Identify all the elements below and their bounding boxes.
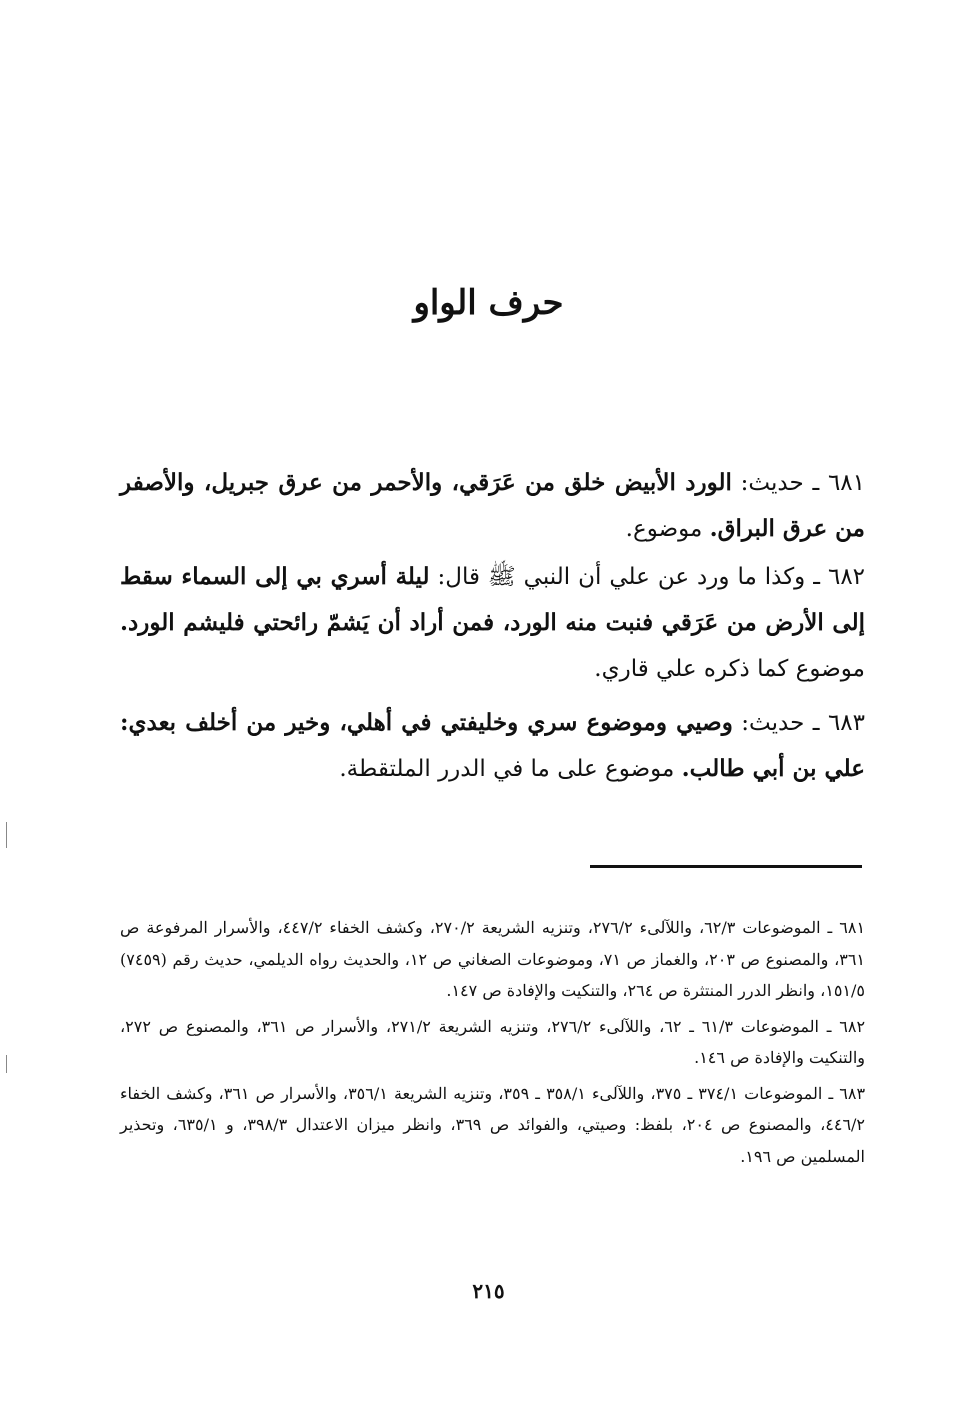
entry-text: ليلة أسري بي إلى السماء سقط إلى الأرض من عَرَقي فنبت منه الورد، فمن أراد أن يَشمّ رائحتي فليشم الورد. (120, 563, 865, 636)
scan-margin-mark (6, 1055, 7, 1073)
entry-verdict: موضوع. (625, 516, 703, 542)
footnote-number: ٦٨٣ ـ (828, 1083, 866, 1103)
entry-verdict: موضوع كما ذكره علي قاري. (594, 656, 865, 682)
footnote-682 (120, 1011, 865, 1074)
chapter-title: حرف الواو (413, 283, 564, 323)
entry-text: الورد الأبيض خلق من عَرَقي، والأحمر من عرق جبريل، والأصفر من عرق البراق. (120, 469, 865, 542)
entry-number: ٦٨٢ ـ (813, 564, 866, 590)
entry-number: ٦٨١ ـ (812, 470, 865, 496)
hadith-entry-683 (120, 700, 865, 792)
footnote-text: الموضوعات ٣٧٤/١ ـ ٣٧٥، واللآلىء ٣٥٨/١ ـ ٣٥٩، وتنزيه الشريعة ٣٥٦/١، والأسرار ص ٣٦١، وكشف الخفاء ٤٤٦/٢، والمصنوع ص ٢٠٤، بلفظ: وصيتي، والفوائد ص ٣٦٩، وانظر ميزان الاعتدال ٣٩٨/٣، و ٦٣٥/١، وتحذير المسلمين ص ١٩٦. (120, 1083, 866, 1166)
entry-number: ٦٨٣ ـ (812, 710, 865, 736)
footnote-683 (120, 1078, 865, 1173)
scan-margin-mark (6, 822, 7, 848)
footnote-text: الموضوعات ٦١/٣ ـ ٦٢، واللآلىء ٢٧٦/٢، وتنزيه الشريعة ٢٧١/٢، والأسرار ص ٣٦١، والمصنوع ص ٢٧٢، والتنكيت والإفادة ص ١٤٦. (120, 1016, 865, 1067)
hadith-entry-681 (120, 460, 865, 552)
footnote-number: ٦٨٢ ـ (826, 1016, 866, 1036)
hadith-entries (120, 460, 865, 794)
entry-lead: حديث: (740, 470, 804, 496)
hadith-entry-682 (120, 554, 865, 692)
entry-lead: وكذا ما ورد عن علي أن النبي ﷺ قال: (437, 564, 806, 590)
entry-text: وصيي وموضوع سري وخليفتي في أهلي، وخير من أخلف بعدي: علي بن أبي طالب. (120, 709, 865, 782)
footnote-681 (120, 912, 865, 1007)
entry-verdict: موضوع على ما في الدرر الملتقطة. (339, 756, 675, 782)
entry-lead: حديث: (741, 710, 805, 736)
footnote-number: ٦٨١ ـ (827, 918, 866, 937)
footnote-text: الموضوعات ٦٢/٣، واللآلىء ٢٧٦/٢، وتنزيه الشريعة ٢٧٠/٢، وكشف الخفاء ٤٤٧/٢، والأسرار المرفوعة ص ٣٦١، والمصنوع ص ٢٠٣، والغماز ص ٧١، وموضوعات الصغاني ص ١٢، والحديث رواه الديلمي، حديث رقم (٧٤٥٩) ١٥١/٥، وانظر الدرر المنتثرة ص ٢٦٤، والتنكيت والإفادة ص ١٤٧. (120, 918, 866, 1000)
page-number: ٢١٥ (472, 1279, 505, 1303)
footnote-separator (590, 865, 862, 868)
footnotes (120, 912, 865, 1176)
